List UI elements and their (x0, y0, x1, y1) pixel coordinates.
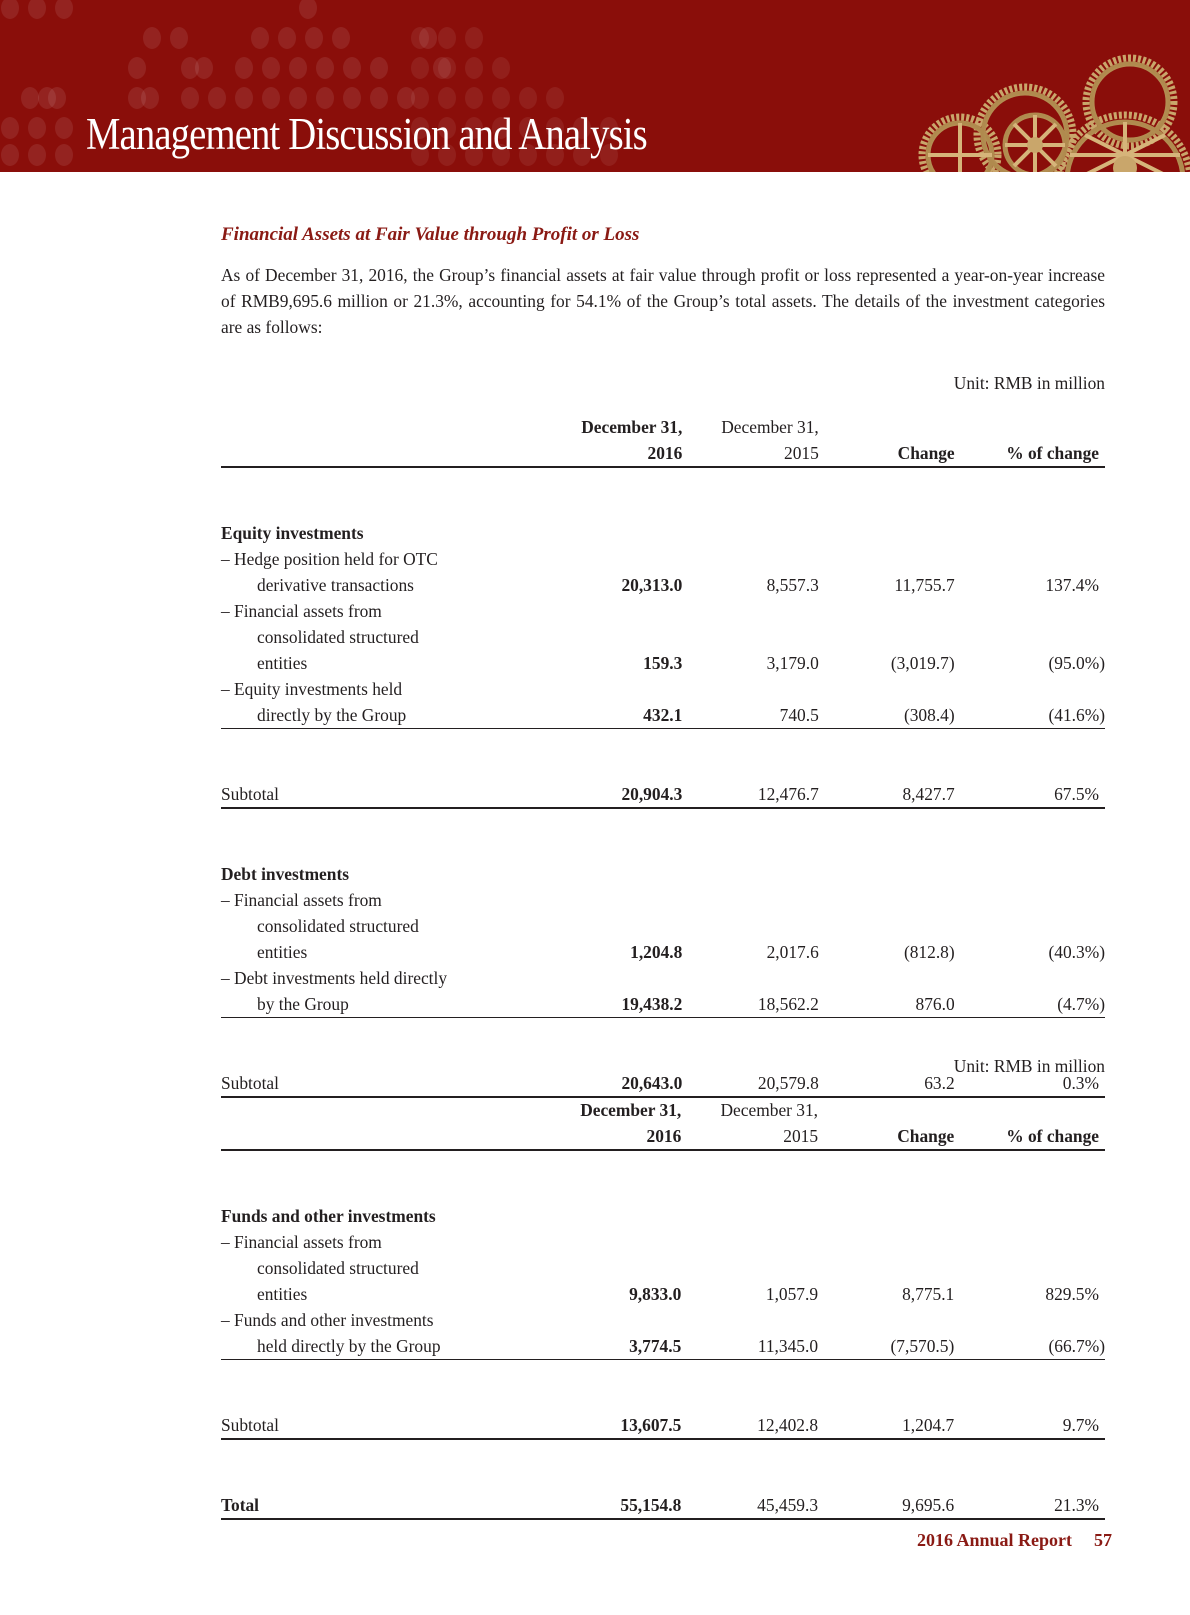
table-row: – Equity investments held (221, 679, 403, 699)
table-row: consolidated structured (257, 916, 419, 936)
col-header-pct-change: % of change (1006, 443, 1099, 463)
intro-paragraph: As of December 31, 2016, the Group’s financial assets at fair value through profit or loss represented a year-on-year increase of RMB9,695.6 million or 21.3%, accounting for 54.1% of the Group’s total assets. The details of the investment categories are as follows: (221, 265, 1105, 337)
table-header-row-1 (221, 414, 1105, 440)
col-header-2016-year: 2016 (647, 443, 683, 463)
col-header-2016: December 31, (581, 417, 683, 437)
table-row: – Debt investments held directly (221, 968, 448, 988)
table-row: entities 9,833.0 1,057.9 8,775.1 829.5% (257, 1284, 1099, 1304)
table-row: – Hedge position held for OTC (221, 549, 438, 569)
subtotal-row: Subtotal 20,643.0 20,579.8 63.2 0.3% (221, 1073, 1099, 1093)
unit-label: Unit: RMB in million (953, 1056, 1105, 1076)
table-row: consolidated structured (257, 1258, 419, 1278)
unit-label: Unit: RMB in million (953, 373, 1105, 393)
col-header-2015: December 31, (720, 1100, 819, 1120)
table-row: entities 1,204.8 2,017.6 (812.8) (40.3%) (257, 942, 1105, 962)
table-row: by the Group 19,438.2 18,562.2 876.0 (4.7%) (257, 994, 1105, 1014)
group-title: Equity investments (221, 523, 364, 543)
table-row: – Financial assets from (221, 601, 382, 621)
col-header-2015-year: 2015 (784, 443, 819, 463)
financial-assets-table-2 (221, 1097, 1105, 1546)
col-header-2016: December 31, (580, 1100, 682, 1120)
report-name: 2016 Annual Report (916, 1530, 1072, 1550)
table-header-row-2 (221, 1123, 1105, 1150)
table-row: entities 159.3 3,179.0 (3,019.7) (95.0%) (257, 653, 1105, 673)
group-title-row (221, 1203, 1105, 1229)
col-header-2015-year: 2015 (783, 1126, 819, 1146)
page-number: 57 (1094, 1530, 1112, 1550)
table-header-row-1 (221, 1097, 1105, 1123)
gears-illustration-icon (900, 40, 1190, 172)
page-header-title: Management Discussion and Analysis (86, 109, 647, 159)
subtotal-row: Subtotal 13,607.5 12,402.8 1,204.7 9.7% (221, 1415, 1099, 1435)
col-header-2015: December 31, (721, 417, 819, 437)
col-header-pct-change: % of change (1006, 1126, 1099, 1146)
section-heading: Financial Assets at Fair Value through Profit or Loss (221, 224, 640, 245)
table-row: derivative transactions 20,313.0 8,557.3 11,755.7 137.4% (257, 575, 1099, 595)
table-row: – Financial assets from (221, 890, 382, 910)
table-row: – Funds and other investments (221, 1310, 434, 1330)
col-header-2016-year: 2016 (646, 1126, 682, 1146)
financial-assets-table-1 (221, 414, 1105, 1124)
header-banner (0, 0, 1190, 172)
group-title-row (221, 520, 1105, 546)
group-title: Debt investments (221, 864, 350, 884)
col-header-change: Change (897, 443, 955, 463)
table-header-row-2 (221, 440, 1105, 467)
table-row: consolidated structured (257, 627, 419, 647)
col-header-change: Change (897, 1126, 955, 1146)
total-row: Total 55,154.8 45,459.3 9,695.6 21.3% (221, 1495, 1099, 1515)
table-row: – Financial assets from (221, 1232, 382, 1252)
page-footer (917, 1530, 1112, 1551)
subtotal-row: Subtotal 20,904.3 12,476.7 8,427.7 67.5% (221, 784, 1099, 804)
table-row: directly by the Group 432.1 740.5 (308.4) (41.6%) (257, 705, 1105, 725)
table-row: held directly by the Group 3,774.5 11,345.0 (7,570.5) (66.7%) (257, 1336, 1105, 1356)
group-title: Funds and other investments (221, 1206, 436, 1226)
group-title-row (221, 861, 1105, 887)
